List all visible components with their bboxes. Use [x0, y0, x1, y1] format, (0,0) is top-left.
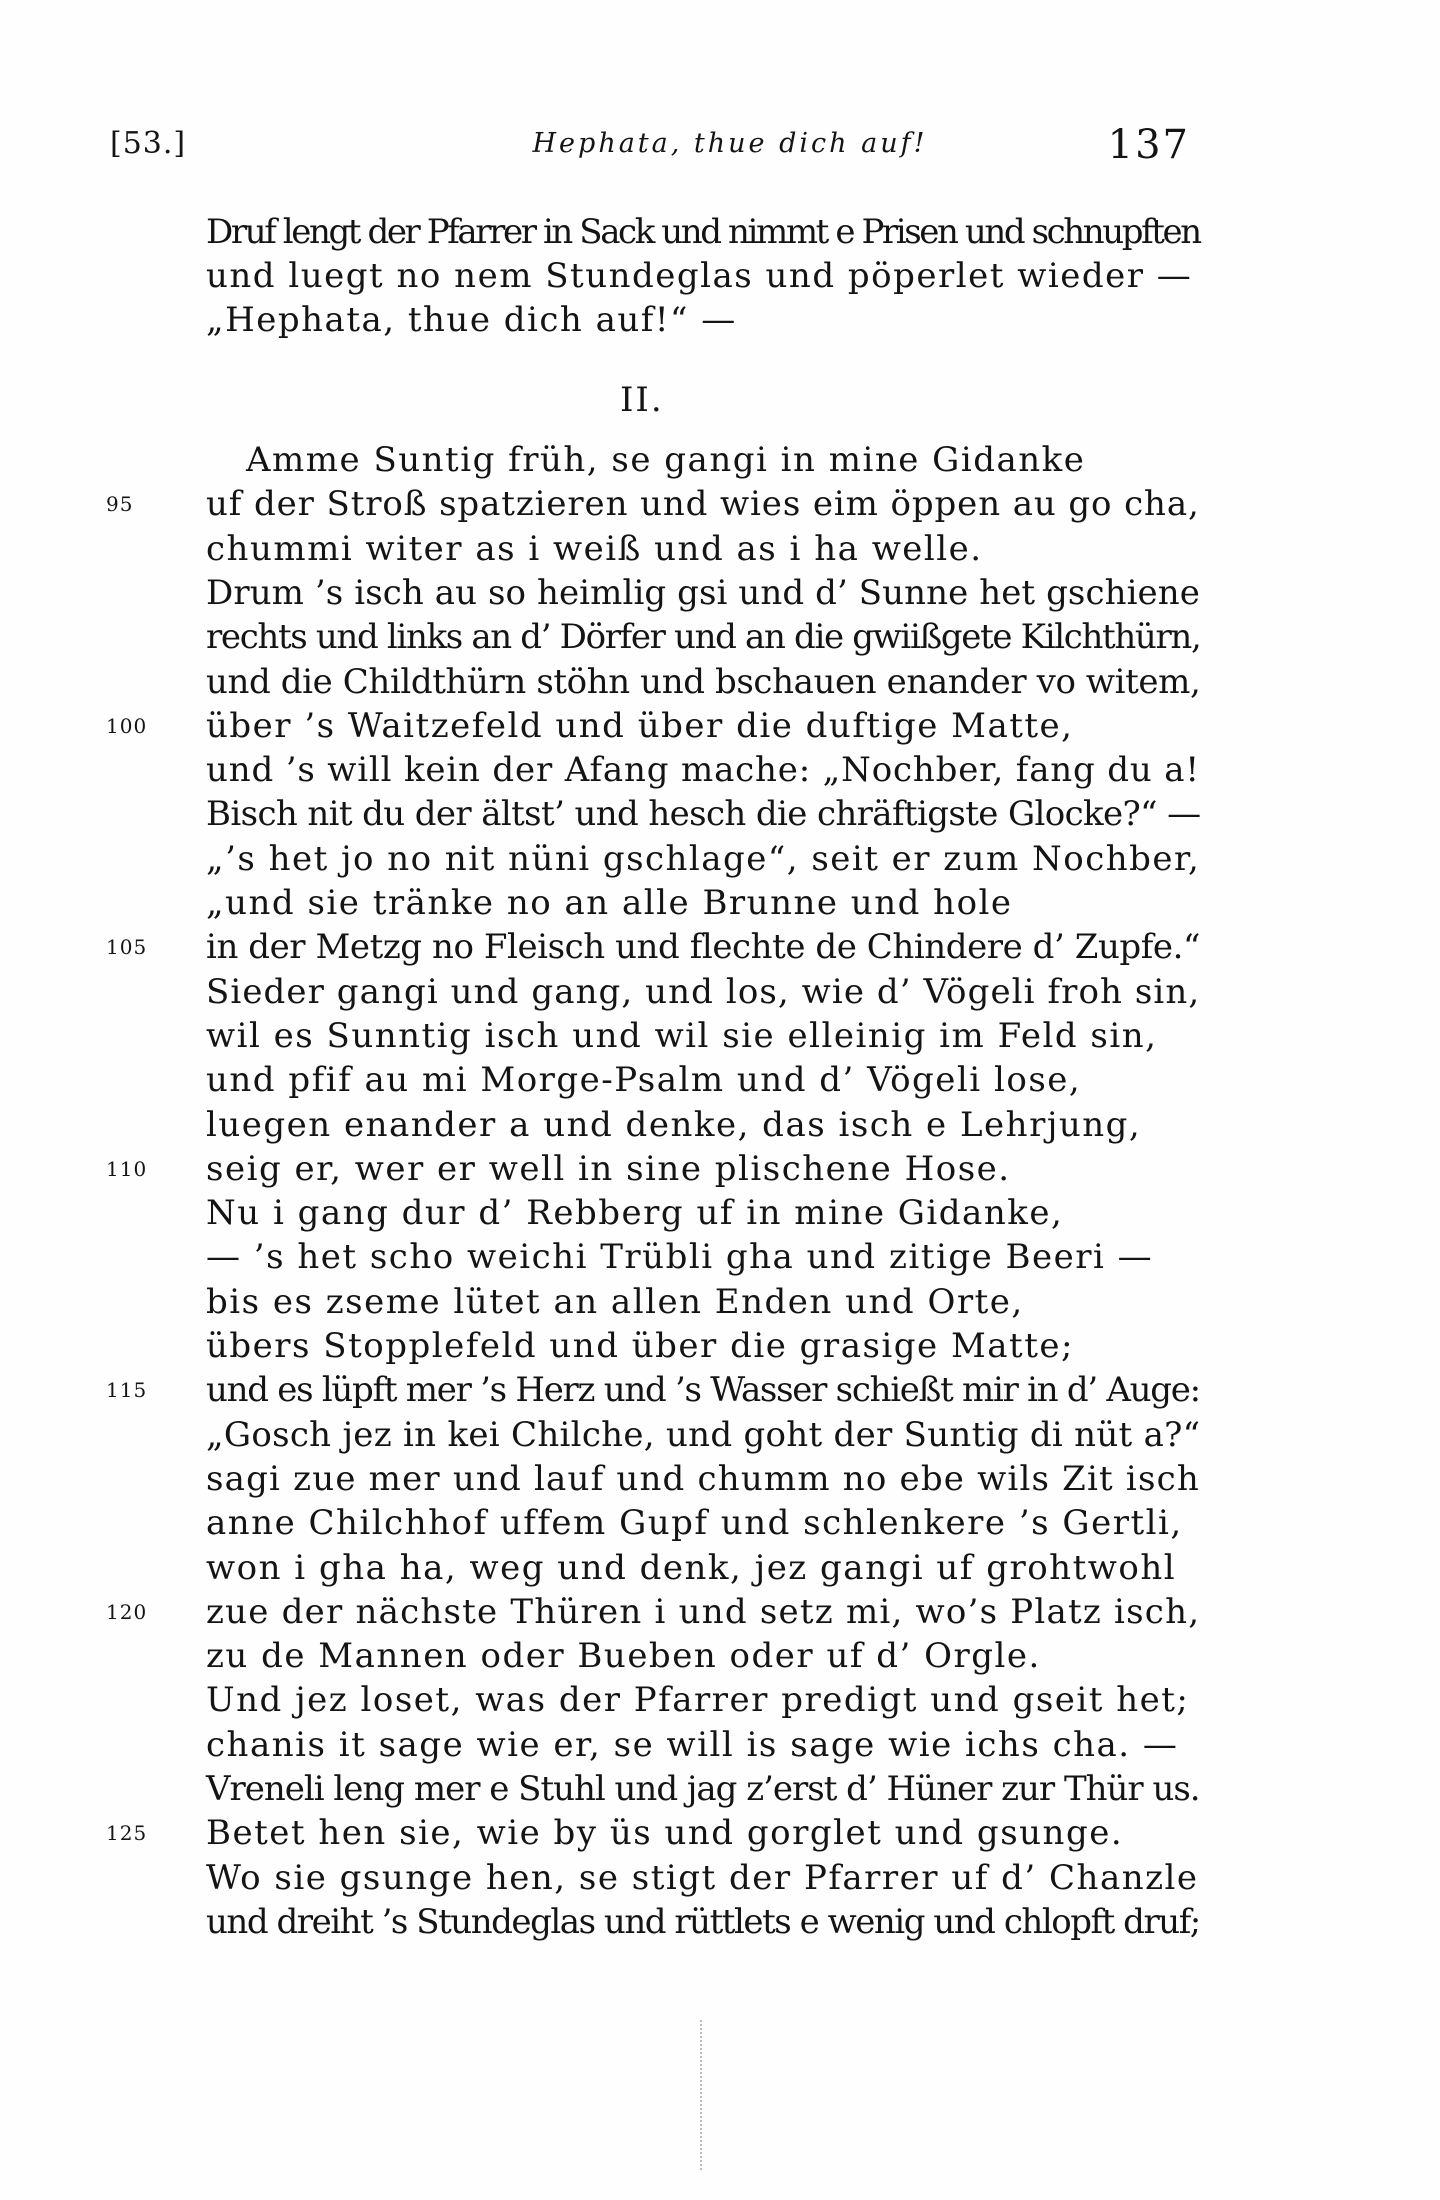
poem-line: „und sie tränke no an alle Brunne und hole [206, 883, 1013, 923]
line-number: 95 [106, 492, 134, 516]
intro-line: „Hephata, thue dich auf!“ — [206, 300, 737, 340]
poem-line: Sieder gangi und gang, und los, wie d’ Vögeli froh sin, [206, 972, 1201, 1012]
poem-line: und pfif au mi Morge-Psalm und d’ Vögeli lose, [206, 1060, 1082, 1100]
poem-line: Nu i gang dur d’ Rebberg uf in mine Gidanke, [206, 1193, 1064, 1233]
section-heading: II. [620, 380, 664, 420]
line-number: 120 [106, 1600, 148, 1624]
poem-line: bis es zseme lütet an allen Enden und Orte, [206, 1282, 1024, 1322]
gutter-specks [700, 2020, 704, 2170]
poem-line: rechts und links an d’ Dörfer und an die gwiißgete Kilchthürn, [206, 617, 1201, 657]
poem-line: Drum ’s isch au so heimlig gsi und d’ Sunne het gschiene [206, 573, 1200, 613]
poem-line: und dreiht ’s Stundeglas und rüttlets e wenig und chlopft druf; [206, 1902, 1200, 1942]
poem-line: „’s het jo no nit nüni gschlage“, seit er zum Nochber, [206, 839, 1201, 879]
poem-line: über ’s Waitzefeld und über die duftige Matte, [206, 706, 1074, 746]
poem-line: won i gha ha, weg und denk, jez gangi uf grohtwohl [206, 1548, 1177, 1588]
poem-line: seig er, wer er well in sine plischene Hose. [206, 1149, 1011, 1189]
poem-line: chummi witer as i weiß und as i ha welle. [206, 529, 983, 569]
poem-line: zue der nächste Thüren i und setz mi, wo’s Platz isch, [206, 1592, 1201, 1632]
poem-line: und die Childthürn stöhn und bschauen enander vo witem, [206, 662, 1201, 702]
poem-line: Betet hen sie, wie by üs und gorglet und gsunge. [206, 1813, 1124, 1853]
poem-line: — ’s het scho weichi Trübli gha und zitige Beeri — [206, 1237, 1154, 1277]
intro-line: Druf lengt der Pfarrer in Sack und nimmt e Prisen und schnupften [206, 212, 1200, 252]
poem-line: sagi zue mer und lauf und chumm no ebe wils Zit isch [206, 1459, 1200, 1499]
poem-line: Vreneli leng mer e Stuhl und jag z’erst d’ Hüner zur Thür us. [206, 1769, 1200, 1809]
poem-line: uf der Stroß spatzieren und wies eim öppen au go cha, [206, 484, 1200, 524]
intro-line: und luegt no nem Stundeglas und pöperlet wieder — [206, 256, 1193, 296]
poem-line: „Gosch jez in kei Chilche, und goht der Suntig di nüt a?“ [206, 1415, 1201, 1455]
poem-line: übers Stopplefeld und über die grasige Matte; [206, 1326, 1074, 1366]
running-title: Hephata, thue dich auf! [532, 128, 928, 159]
poem-line: und ’s will kein der Afang mache: „Nochber, fang du a! [206, 750, 1200, 790]
poem-line: in der Metzg no Fleisch und flechte de Chindere d’ Zupfe.“ [206, 927, 1200, 967]
page-header [110, 122, 1190, 176]
poem-line: Wo sie gsunge hen, se stigt der Pfarrer uf d’ Chanzle [206, 1858, 1199, 1898]
poem-line: anne Chilchhof uffem Gupf und schlenkere ’s Gertli, [206, 1503, 1183, 1543]
line-number: 100 [106, 714, 148, 738]
poem-line: wil es Sunntig isch und wil sie elleinig im Feld sin, [206, 1016, 1158, 1056]
signature-mark: [53.] [110, 126, 187, 161]
line-number: 110 [106, 1157, 148, 1181]
page-number: 137 [1107, 122, 1190, 168]
poem-line: chanis it sage wie er, se will is sage wie ichs cha. — [206, 1725, 1179, 1765]
line-number: 125 [106, 1821, 148, 1845]
poem-line: luegen enander a und denke, das isch e Lehrjung, [206, 1105, 1142, 1145]
poem-line: Amme Suntig früh, se gangi in mine Gidanke [246, 440, 1086, 480]
line-number: 105 [106, 935, 148, 959]
poem-line: Bisch nit du der ältst’ und hesch die chräftigste Glocke?“ — [206, 794, 1201, 834]
poem-line: und es lüpft mer ’s Herz und ’s Wasser schießt mir in d’ Auge: [206, 1370, 1200, 1410]
poem-line: Und jez loset, was der Pfarrer predigt und gseit het; [206, 1680, 1190, 1720]
line-number: 115 [106, 1378, 148, 1402]
poem-line: zu de Mannen oder Bueben oder uf d’ Orgle. [206, 1636, 1041, 1676]
